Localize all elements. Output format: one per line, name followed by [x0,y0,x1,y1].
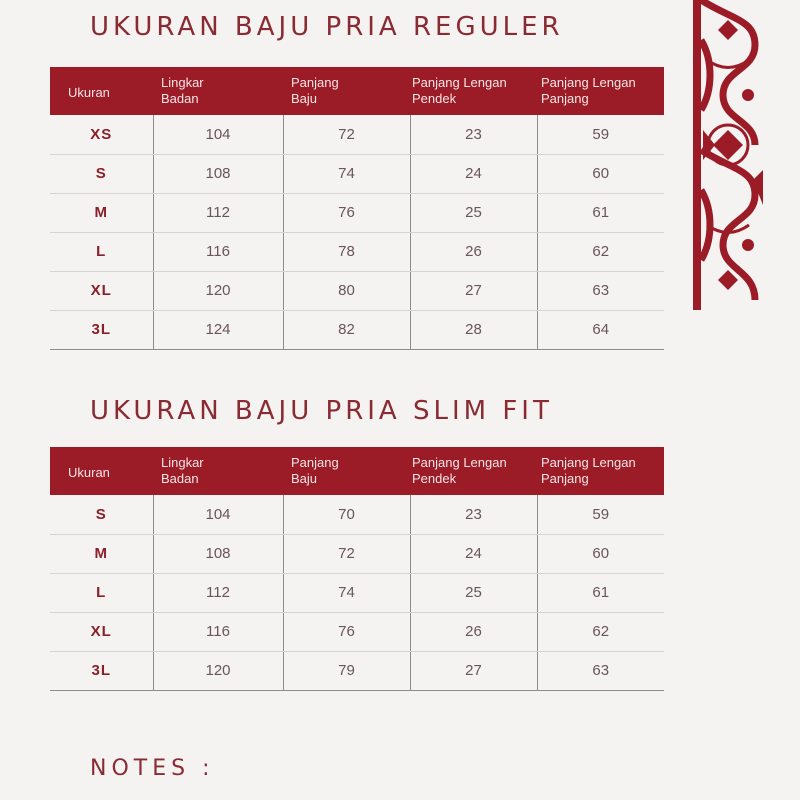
measurement-cell: 64 [537,310,664,349]
measurement-cell: 59 [537,115,664,154]
measurement-cell: 120 [153,651,283,690]
table-row [50,310,664,349]
measurement-cell: 24 [410,534,537,573]
size-label: M [50,534,153,573]
table-row [50,232,664,271]
table-row [50,534,664,573]
measurement-cell: 112 [153,573,283,612]
table-row [50,573,664,612]
measurement-cell: 60 [537,154,664,193]
measurement-cell: 63 [537,651,664,690]
size-label: M [50,193,153,232]
size-label: S [50,154,153,193]
size-label: XS [50,115,153,154]
measurement-cell: 104 [153,115,283,154]
measurement-cell: 23 [410,495,537,534]
measurement-cell: 23 [410,115,537,154]
table-row [50,154,664,193]
column-header: Panjang Lengan Pendek [410,67,537,115]
table-header-row [50,67,664,115]
size-label: XL [50,612,153,651]
measurement-cell: 76 [283,193,410,232]
measurement-cell: 104 [153,495,283,534]
column-header: Panjang Lengan Panjang [537,447,664,495]
measurement-cell: 120 [153,271,283,310]
measurement-cell: 70 [283,495,410,534]
measurement-cell: 26 [410,612,537,651]
table-row [50,193,664,232]
measurement-cell: 116 [153,612,283,651]
measurement-cell: 59 [537,495,664,534]
column-header: Lingkar Badan [153,447,283,495]
size-label: 3L [50,651,153,690]
slim-fit-size-title: UKURAN BAJU PRIA SLIM FIT [90,396,553,426]
table-row [50,651,664,690]
measurement-cell: 82 [283,310,410,349]
table-row [50,271,664,310]
measurement-cell: 25 [410,573,537,612]
measurement-cell: 28 [410,310,537,349]
measurement-cell: 27 [410,271,537,310]
measurement-cell: 61 [537,193,664,232]
measurement-cell: 61 [537,573,664,612]
measurement-cell: 26 [410,232,537,271]
column-header: Panjang Baju [283,447,410,495]
measurement-cell: 27 [410,651,537,690]
measurement-cell: 62 [537,612,664,651]
measurement-cell: 112 [153,193,283,232]
size-label: 3L [50,310,153,349]
measurement-cell: 62 [537,232,664,271]
column-header: Ukuran [50,447,153,495]
notes-title: NOTES : [90,756,215,781]
measurement-cell: 60 [537,534,664,573]
measurement-cell: 74 [283,154,410,193]
measurement-cell: 25 [410,193,537,232]
measurement-cell: 80 [283,271,410,310]
regular-size-table [50,67,664,350]
size-label: XL [50,271,153,310]
column-header: Lingkar Badan [153,67,283,115]
measurement-cell: 79 [283,651,410,690]
column-header: Panjang Baju [283,67,410,115]
table-header-row [50,447,664,495]
column-header: Ukuran [50,67,153,115]
measurement-cell: 116 [153,232,283,271]
measurement-cell: 63 [537,271,664,310]
measurement-cell: 72 [283,534,410,573]
size-label: S [50,495,153,534]
column-header: Panjang Lengan Pendek [410,447,537,495]
table-row [50,115,664,154]
size-label: L [50,232,153,271]
measurement-cell: 108 [153,534,283,573]
table-row [50,612,664,651]
table-row [50,495,664,534]
batik-ornament-icon [693,0,763,310]
measurement-cell: 124 [153,310,283,349]
measurement-cell: 74 [283,573,410,612]
measurement-cell: 72 [283,115,410,154]
column-header: Panjang Lengan Panjang [537,67,664,115]
measurement-cell: 108 [153,154,283,193]
slim-fit-size-table [50,447,664,691]
measurement-cell: 76 [283,612,410,651]
regular-size-title: UKURAN BAJU PRIA REGULER [90,12,564,42]
measurement-cell: 24 [410,154,537,193]
measurement-cell: 78 [283,232,410,271]
size-label: L [50,573,153,612]
